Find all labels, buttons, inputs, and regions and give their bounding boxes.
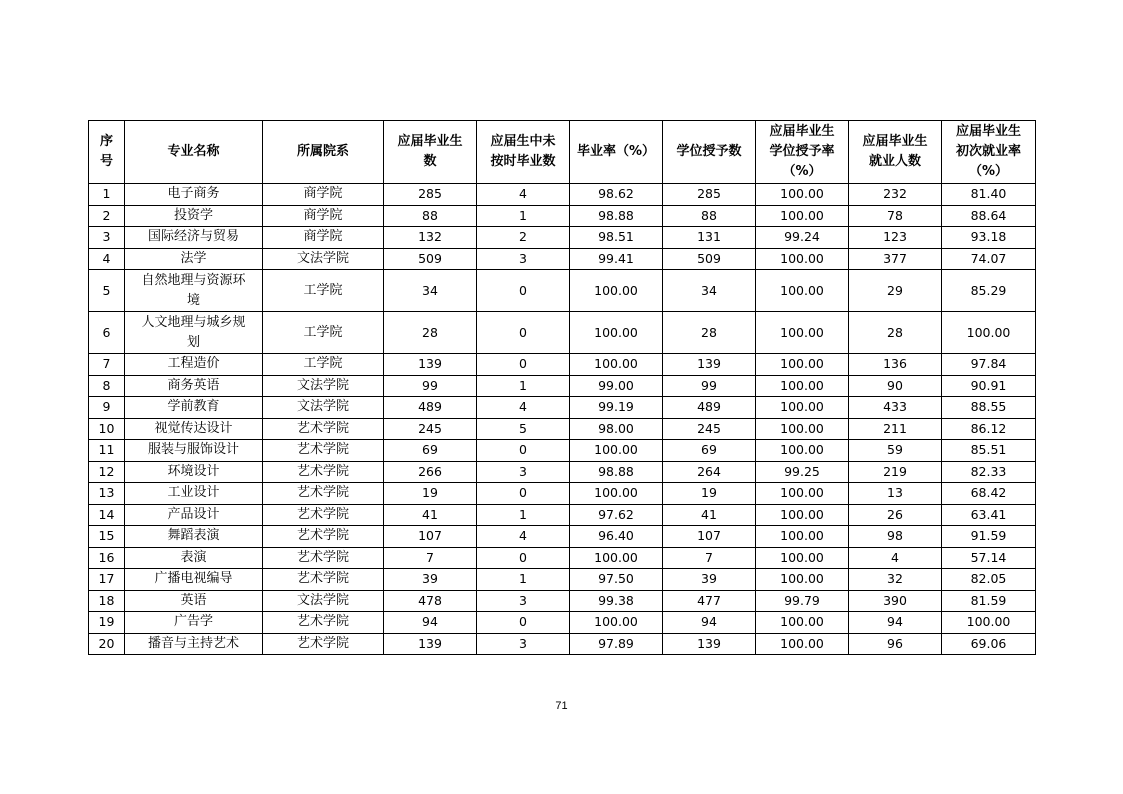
cell-graduation-rate: 99.00 <box>570 375 663 397</box>
cell-department: 工学院 <box>263 312 384 354</box>
cell-index: 13 <box>89 483 125 505</box>
cell-index: 15 <box>89 526 125 548</box>
cell-graduates: 28 <box>384 312 477 354</box>
cell-degree-rate: 100.00 <box>756 569 849 591</box>
cell-degrees-awarded: 7 <box>663 547 756 569</box>
cell-graduates: 285 <box>384 184 477 206</box>
cell-employment-rate: 93.18 <box>942 227 1036 249</box>
cell-graduation-rate: 100.00 <box>570 483 663 505</box>
table-row <box>89 184 1036 206</box>
cell-degree-rate: 100.00 <box>756 397 849 419</box>
table-row <box>89 227 1036 249</box>
cell-employed: 232 <box>849 184 942 206</box>
cell-not-graduated: 2 <box>477 227 570 249</box>
cell-degrees-awarded: 139 <box>663 354 756 376</box>
cell-index: 19 <box>89 612 125 634</box>
cell-index: 10 <box>89 418 125 440</box>
cell-degree-rate: 100.00 <box>756 504 849 526</box>
cell-department: 艺术学院 <box>263 633 384 655</box>
cell-graduation-rate: 100.00 <box>570 547 663 569</box>
cell-employment-rate: 90.91 <box>942 375 1036 397</box>
table-row <box>89 270 1036 312</box>
cell-graduates: 19 <box>384 483 477 505</box>
header-graduates: 应届毕业生 数 <box>384 121 477 184</box>
cell-department: 艺术学院 <box>263 418 384 440</box>
table-row <box>89 526 1036 548</box>
cell-employed: 90 <box>849 375 942 397</box>
cell-department: 文法学院 <box>263 375 384 397</box>
cell-department: 艺术学院 <box>263 461 384 483</box>
cell-index: 7 <box>89 354 125 376</box>
cell-employment-rate: 63.41 <box>942 504 1036 526</box>
cell-department: 文法学院 <box>263 248 384 270</box>
cell-major-name: 商务英语 <box>125 375 263 397</box>
cell-degree-rate: 100.00 <box>756 184 849 206</box>
cell-degree-rate: 100.00 <box>756 418 849 440</box>
cell-graduation-rate: 97.89 <box>570 633 663 655</box>
table-row <box>89 418 1036 440</box>
cell-index: 9 <box>89 397 125 419</box>
cell-employed: 78 <box>849 205 942 227</box>
cell-not-graduated: 0 <box>477 547 570 569</box>
cell-not-graduated: 0 <box>477 270 570 312</box>
cell-graduation-rate: 100.00 <box>570 612 663 634</box>
cell-degrees-awarded: 264 <box>663 461 756 483</box>
cell-not-graduated: 4 <box>477 526 570 548</box>
table-row <box>89 354 1036 376</box>
cell-not-graduated: 0 <box>477 354 570 376</box>
cell-employment-rate: 81.40 <box>942 184 1036 206</box>
cell-major-name: 国际经济与贸易 <box>125 227 263 249</box>
table-row <box>89 312 1036 354</box>
table-row <box>89 590 1036 612</box>
cell-graduation-rate: 97.50 <box>570 569 663 591</box>
cell-graduates: 69 <box>384 440 477 462</box>
header-employment-rate: 应届毕业生 初次就业率 （%） <box>942 121 1036 184</box>
cell-degree-rate: 100.00 <box>756 205 849 227</box>
cell-employed: 136 <box>849 354 942 376</box>
cell-department: 艺术学院 <box>263 612 384 634</box>
table-row <box>89 205 1036 227</box>
cell-not-graduated: 5 <box>477 418 570 440</box>
cell-employed: 94 <box>849 612 942 634</box>
cell-department: 艺术学院 <box>263 547 384 569</box>
cell-degrees-awarded: 509 <box>663 248 756 270</box>
cell-employment-rate: 97.84 <box>942 354 1036 376</box>
cell-employment-rate: 88.55 <box>942 397 1036 419</box>
cell-department: 艺术学院 <box>263 483 384 505</box>
cell-index: 18 <box>89 590 125 612</box>
table-row <box>89 504 1036 526</box>
cell-graduation-rate: 98.62 <box>570 184 663 206</box>
header-employed: 应届毕业生 就业人数 <box>849 121 942 184</box>
cell-graduates: 132 <box>384 227 477 249</box>
cell-graduates: 139 <box>384 354 477 376</box>
cell-not-graduated: 1 <box>477 375 570 397</box>
cell-major-name: 学前教育 <box>125 397 263 419</box>
cell-employment-rate: 68.42 <box>942 483 1036 505</box>
cell-employment-rate: 100.00 <box>942 612 1036 634</box>
cell-graduates: 489 <box>384 397 477 419</box>
cell-employment-rate: 82.33 <box>942 461 1036 483</box>
cell-employed: 29 <box>849 270 942 312</box>
cell-degrees-awarded: 34 <box>663 270 756 312</box>
cell-department: 艺术学院 <box>263 569 384 591</box>
cell-major-name: 播音与主持艺术 <box>125 633 263 655</box>
cell-degrees-awarded: 489 <box>663 397 756 419</box>
table-body <box>89 184 1036 655</box>
cell-employment-rate: 86.12 <box>942 418 1036 440</box>
cell-not-graduated: 3 <box>477 248 570 270</box>
cell-employed: 98 <box>849 526 942 548</box>
cell-graduates: 478 <box>384 590 477 612</box>
cell-major-name: 工程造价 <box>125 354 263 376</box>
cell-employment-rate: 85.51 <box>942 440 1036 462</box>
cell-index: 4 <box>89 248 125 270</box>
cell-graduation-rate: 100.00 <box>570 312 663 354</box>
cell-degrees-awarded: 285 <box>663 184 756 206</box>
cell-employed: 433 <box>849 397 942 419</box>
cell-employment-rate: 69.06 <box>942 633 1036 655</box>
cell-department: 商学院 <box>263 184 384 206</box>
cell-not-graduated: 1 <box>477 569 570 591</box>
cell-major-name: 投资学 <box>125 205 263 227</box>
cell-employed: 96 <box>849 633 942 655</box>
cell-index: 6 <box>89 312 125 354</box>
page-number: 71 <box>555 700 568 712</box>
cell-employment-rate: 100.00 <box>942 312 1036 354</box>
cell-graduates: 245 <box>384 418 477 440</box>
table-row <box>89 547 1036 569</box>
cell-not-graduated: 0 <box>477 440 570 462</box>
cell-not-graduated: 3 <box>477 633 570 655</box>
cell-degree-rate: 100.00 <box>756 248 849 270</box>
cell-degree-rate: 100.00 <box>756 483 849 505</box>
cell-major-name: 人文地理与城乡规 划 <box>125 312 263 354</box>
cell-degrees-awarded: 139 <box>663 633 756 655</box>
cell-degrees-awarded: 39 <box>663 569 756 591</box>
table-row <box>89 483 1036 505</box>
cell-graduates: 39 <box>384 569 477 591</box>
cell-graduation-rate: 98.51 <box>570 227 663 249</box>
cell-graduation-rate: 100.00 <box>570 440 663 462</box>
cell-major-name: 舞蹈表演 <box>125 526 263 548</box>
cell-graduates: 99 <box>384 375 477 397</box>
cell-graduation-rate: 99.41 <box>570 248 663 270</box>
cell-degrees-awarded: 245 <box>663 418 756 440</box>
cell-major-name: 产品设计 <box>125 504 263 526</box>
cell-not-graduated: 0 <box>477 483 570 505</box>
cell-degrees-awarded: 477 <box>663 590 756 612</box>
cell-index: 1 <box>89 184 125 206</box>
cell-major-name: 广告学 <box>125 612 263 634</box>
cell-index: 5 <box>89 270 125 312</box>
cell-employed: 4 <box>849 547 942 569</box>
cell-employed: 28 <box>849 312 942 354</box>
cell-employment-rate: 85.29 <box>942 270 1036 312</box>
cell-degrees-awarded: 28 <box>663 312 756 354</box>
table-row <box>89 569 1036 591</box>
cell-employed: 219 <box>849 461 942 483</box>
cell-degrees-awarded: 99 <box>663 375 756 397</box>
cell-index: 2 <box>89 205 125 227</box>
table-row <box>89 397 1036 419</box>
cell-employment-rate: 91.59 <box>942 526 1036 548</box>
cell-graduates: 266 <box>384 461 477 483</box>
cell-graduation-rate: 97.62 <box>570 504 663 526</box>
header-degree-rate: 应届毕业生 学位授予率 （%） <box>756 121 849 184</box>
cell-graduates: 88 <box>384 205 477 227</box>
cell-degree-rate: 99.79 <box>756 590 849 612</box>
cell-degrees-awarded: 131 <box>663 227 756 249</box>
cell-index: 16 <box>89 547 125 569</box>
cell-major-name: 广播电视编导 <box>125 569 263 591</box>
cell-employment-rate: 57.14 <box>942 547 1036 569</box>
table-header-row <box>89 121 1036 184</box>
cell-major-name: 法学 <box>125 248 263 270</box>
header-major-name: 专业名称 <box>125 121 263 184</box>
table-row <box>89 375 1036 397</box>
cell-major-name: 视觉传达设计 <box>125 418 263 440</box>
table-row <box>89 461 1036 483</box>
cell-graduation-rate: 100.00 <box>570 354 663 376</box>
cell-employed: 13 <box>849 483 942 505</box>
cell-graduates: 107 <box>384 526 477 548</box>
cell-major-name: 英语 <box>125 590 263 612</box>
cell-not-graduated: 3 <box>477 590 570 612</box>
cell-degree-rate: 100.00 <box>756 375 849 397</box>
cell-not-graduated: 1 <box>477 205 570 227</box>
cell-department: 工学院 <box>263 354 384 376</box>
cell-graduates: 41 <box>384 504 477 526</box>
cell-graduation-rate: 98.88 <box>570 461 663 483</box>
cell-degree-rate: 100.00 <box>756 526 849 548</box>
cell-degree-rate: 100.00 <box>756 312 849 354</box>
cell-degree-rate: 99.25 <box>756 461 849 483</box>
cell-graduates: 7 <box>384 547 477 569</box>
cell-index: 3 <box>89 227 125 249</box>
cell-employed: 377 <box>849 248 942 270</box>
cell-graduation-rate: 100.00 <box>570 270 663 312</box>
cell-department: 艺术学院 <box>263 440 384 462</box>
cell-department: 商学院 <box>263 205 384 227</box>
cell-employed: 32 <box>849 569 942 591</box>
cell-major-name: 电子商务 <box>125 184 263 206</box>
cell-index: 8 <box>89 375 125 397</box>
cell-degrees-awarded: 41 <box>663 504 756 526</box>
cell-degrees-awarded: 94 <box>663 612 756 634</box>
table-row <box>89 612 1036 634</box>
cell-employed: 211 <box>849 418 942 440</box>
cell-not-graduated: 3 <box>477 461 570 483</box>
cell-department: 艺术学院 <box>263 526 384 548</box>
cell-graduates: 94 <box>384 612 477 634</box>
cell-major-name: 自然地理与资源环 境 <box>125 270 263 312</box>
cell-department: 艺术学院 <box>263 504 384 526</box>
table-row <box>89 248 1036 270</box>
cell-degree-rate: 100.00 <box>756 440 849 462</box>
header-not-graduated: 应届生中未 按时毕业数 <box>477 121 570 184</box>
cell-major-name: 工业设计 <box>125 483 263 505</box>
cell-employment-rate: 74.07 <box>942 248 1036 270</box>
cell-not-graduated: 4 <box>477 397 570 419</box>
cell-graduation-rate: 98.00 <box>570 418 663 440</box>
cell-degree-rate: 100.00 <box>756 547 849 569</box>
cell-index: 12 <box>89 461 125 483</box>
cell-employment-rate: 81.59 <box>942 590 1036 612</box>
cell-index: 17 <box>89 569 125 591</box>
cell-degrees-awarded: 69 <box>663 440 756 462</box>
cell-degree-rate: 100.00 <box>756 354 849 376</box>
cell-degrees-awarded: 88 <box>663 205 756 227</box>
graduation-statistics-table <box>88 120 1036 655</box>
cell-degree-rate: 100.00 <box>756 270 849 312</box>
cell-not-graduated: 4 <box>477 184 570 206</box>
cell-index: 11 <box>89 440 125 462</box>
cell-employed: 26 <box>849 504 942 526</box>
cell-graduates: 509 <box>384 248 477 270</box>
cell-major-name: 表演 <box>125 547 263 569</box>
cell-major-name: 服装与服饰设计 <box>125 440 263 462</box>
cell-employed: 123 <box>849 227 942 249</box>
cell-graduation-rate: 98.88 <box>570 205 663 227</box>
cell-not-graduated: 0 <box>477 312 570 354</box>
cell-index: 14 <box>89 504 125 526</box>
header-department: 所属院系 <box>263 121 384 184</box>
cell-department: 文法学院 <box>263 397 384 419</box>
cell-index: 20 <box>89 633 125 655</box>
table-row <box>89 633 1036 655</box>
cell-not-graduated: 1 <box>477 504 570 526</box>
cell-not-graduated: 0 <box>477 612 570 634</box>
cell-degrees-awarded: 19 <box>663 483 756 505</box>
cell-employed: 390 <box>849 590 942 612</box>
header-graduation-rate: 毕业率（%） <box>570 121 663 184</box>
cell-employment-rate: 88.64 <box>942 205 1036 227</box>
cell-department: 文法学院 <box>263 590 384 612</box>
table-row <box>89 440 1036 462</box>
cell-employment-rate: 82.05 <box>942 569 1036 591</box>
cell-employed: 59 <box>849 440 942 462</box>
cell-graduation-rate: 99.19 <box>570 397 663 419</box>
cell-graduation-rate: 99.38 <box>570 590 663 612</box>
header-degrees-awarded: 学位授予数 <box>663 121 756 184</box>
cell-department: 工学院 <box>263 270 384 312</box>
cell-graduation-rate: 96.40 <box>570 526 663 548</box>
header-index: 序 号 <box>89 121 125 184</box>
cell-graduates: 139 <box>384 633 477 655</box>
cell-degrees-awarded: 107 <box>663 526 756 548</box>
cell-graduates: 34 <box>384 270 477 312</box>
cell-degree-rate: 99.24 <box>756 227 849 249</box>
cell-major-name: 环境设计 <box>125 461 263 483</box>
cell-department: 商学院 <box>263 227 384 249</box>
cell-degree-rate: 100.00 <box>756 633 849 655</box>
cell-degree-rate: 100.00 <box>756 612 849 634</box>
